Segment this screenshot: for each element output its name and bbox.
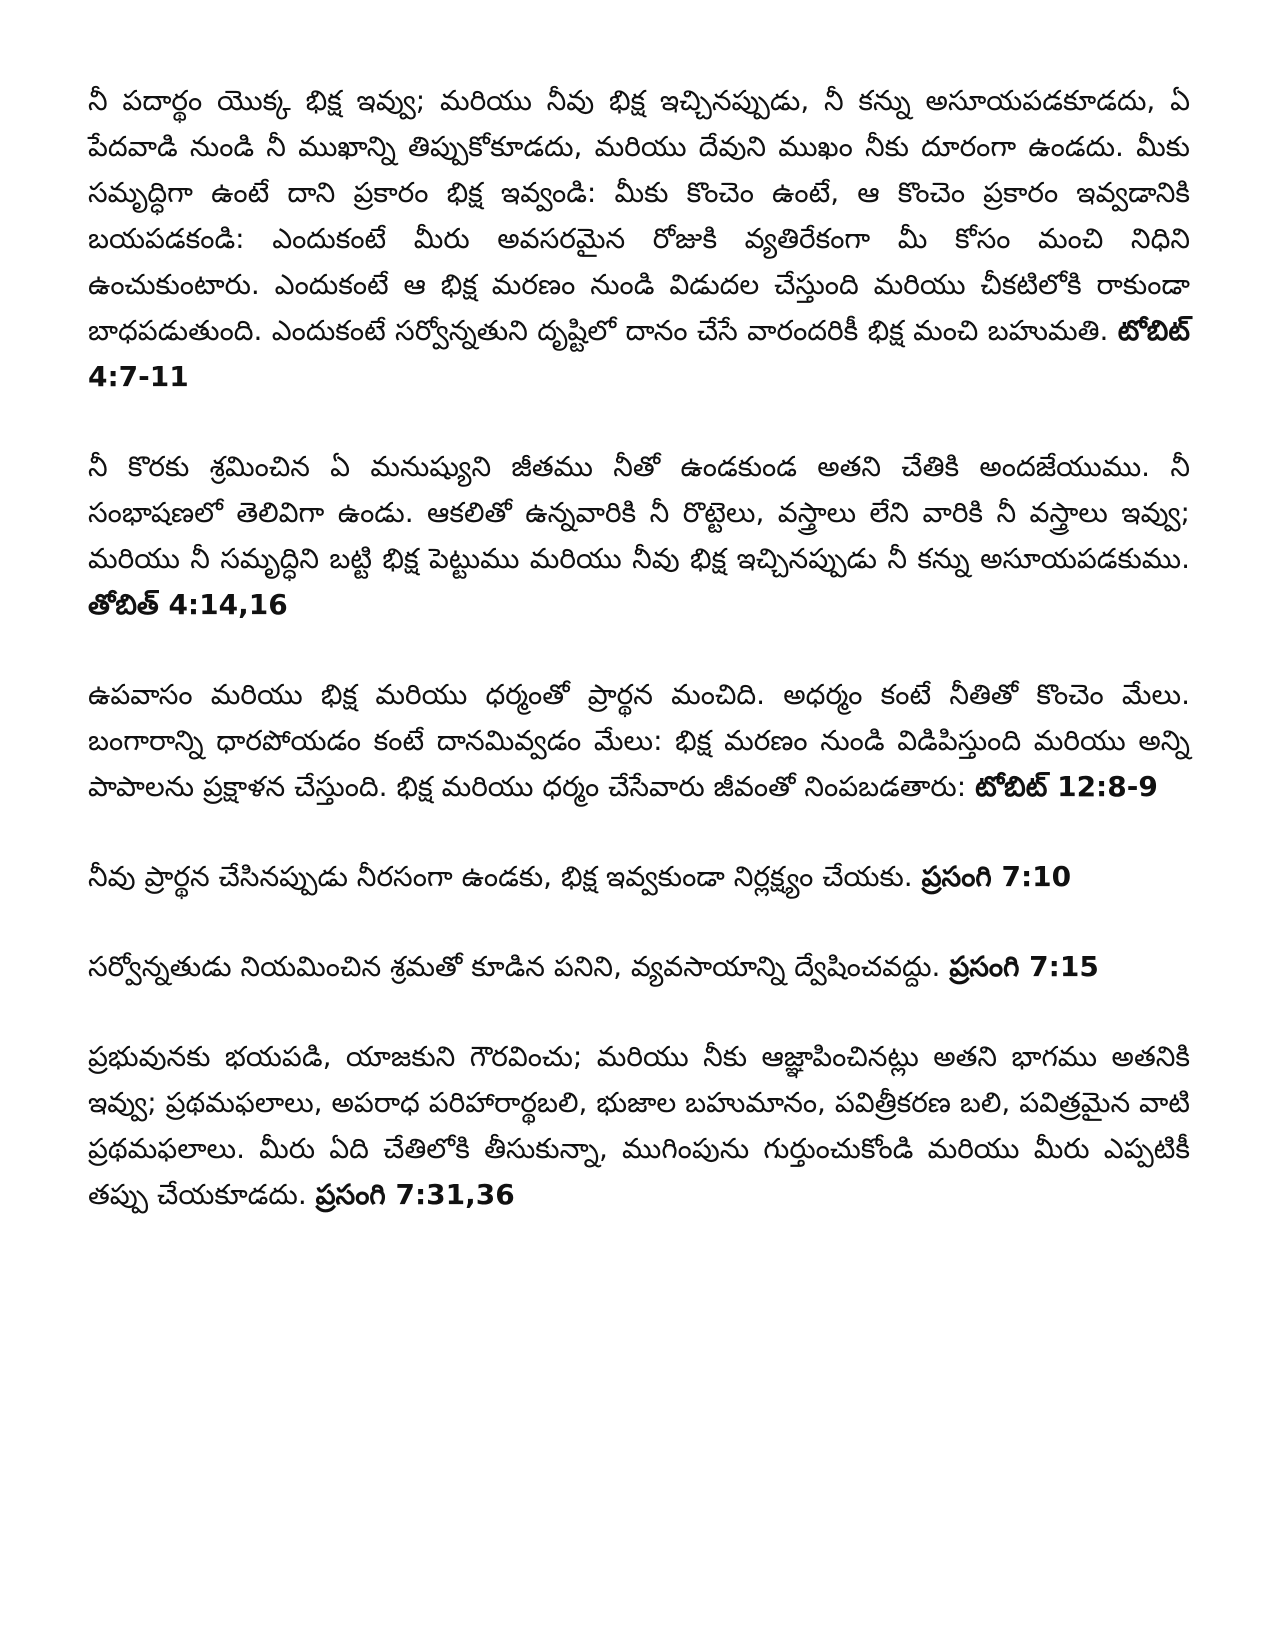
document-page	[88, 78, 1190, 1262]
verse-text: ఉపవాసం మరియు భిక్ష మరియు ధర్మంతో ప్రార్థన మంచిది. అధర్మం కంటే నీతితో కొంచెం మేలు. బంగారాన్ని ధారపోయడం కంటే దానమివ్వడం మేలు: భిక్ష మరణం నుండి విడిపిస్తుంది మరియు అన్ని పాపాలను ప్రక్షాళన చేస్తుంది. భిక్ష మరియు ధర్మం చేసేవారు జీవంతో నింపబడతారు:	[88, 678, 1190, 803]
verse-text: సర్వోన్నతుడు నియమించిన శ్రమతో కూడిన పనిని, వ్యవసాయాన్ని ద్వేషించవద్దు.	[88, 950, 941, 983]
verse-paragraph-1	[88, 78, 1190, 400]
verse-text: నీ పదార్థం యొక్క భిక్ష ఇవ్వు; మరియు నీవు భిక్ష ఇచ్చినప్పుడు, నీ కన్ను అసూయపడకూడదు, ఏ పేదవాడి నుండి నీ ముఖాన్ని తిప్పుకోకూడదు, మరియు దేవుని ముఖం నీకు దూరంగా ఉండదు. మీకు సమృద్ధిగా ఉంటే దాని ప్రకారం భిక్ష ఇవ్వండి: మీకు కొంచెం ఉంటే, ఆ కొంచెం ప్రకారం ఇవ్వడానికి బయపడకండి: ఎందుకంటే మీరు అవసరమైన రోజుకి వ్యతిరేకంగా మీ కోసం మంచి నిధిని ఉంచుకుంటారు. ఎందుకంటే ఆ భిక్ష మరణం నుండి విడుదల చేస్తుంది మరియు చీకటిలోకి రాకుండా బాధపడుతుంది. ఎందుకంటే సర్వోన్నతుని దృష్టిలో దానం చేసే వారందరికీ భిక్ష మంచి బహుమతి.	[88, 84, 1190, 347]
verse-reference: ప్రసంగి 7:10	[921, 860, 1072, 893]
verse-reference: టోబిట్ 4:7-11	[88, 314, 1190, 393]
verse-reference: ప్రసంగి 7:31,36	[315, 1178, 515, 1211]
verse-text: ప్రభువునకు భయపడి, యాజకుని గౌరవించు; మరియు నీకు ఆజ్ఞాపించినట్లు అతని భాగము అతనికి ఇవ్వు; ప్రథమఫలాలు, అపరాధ పరిహారార్థబలి, భుజాల బహుమానం, పవిత్రీకరణ బలి, పవిత్రమైన వాటి ప్రథమఫలాలు. మీరు ఏది చేతిలోకి తీసుకున్నా, ముగింపును గుర్తుంచుకోండి మరియు మీరు ఎప్పటికీ తప్పు చేయకూడదు.	[88, 1040, 1190, 1211]
verse-reference: తోబిత్ 4:14,16	[88, 588, 288, 621]
verse-text: నీవు ప్రార్థన చేసినప్పుడు నీరసంగా ఉండకు, భిక్ష ఇవ్వకుండా నిర్లక్ష్యం చేయకు.	[88, 860, 913, 893]
verse-paragraph-4	[88, 854, 1190, 900]
verse-paragraph-2	[88, 444, 1190, 628]
verse-paragraph-3	[88, 672, 1190, 810]
verse-paragraph-5	[88, 944, 1190, 990]
verse-text: నీ కొరకు శ్రమించిన ఏ మనుష్యుని జీతము నీతో ఉండకుండ అతని చేతికి అందజేయుము. నీ సంభాషణలో తెలివిగా ఉండు. ఆకలితో ఉన్నవారికి నీ రొట్టెలు, వస్త్రాలు లేని వారికి నీ వస్త్రాలు ఇవ్వు; మరియు నీ సమృద్ధిని బట్టి భిక్ష పెట్టుము మరియు నీవు భిక్ష ఇచ్చినప్పుడు నీ కన్ను అసూయపడకుము.	[88, 450, 1190, 575]
verse-paragraph-6	[88, 1034, 1190, 1218]
verse-reference: టోబిట్ 12:8-9	[975, 770, 1158, 803]
verse-reference: ప్రసంగి 7:15	[949, 950, 1099, 983]
